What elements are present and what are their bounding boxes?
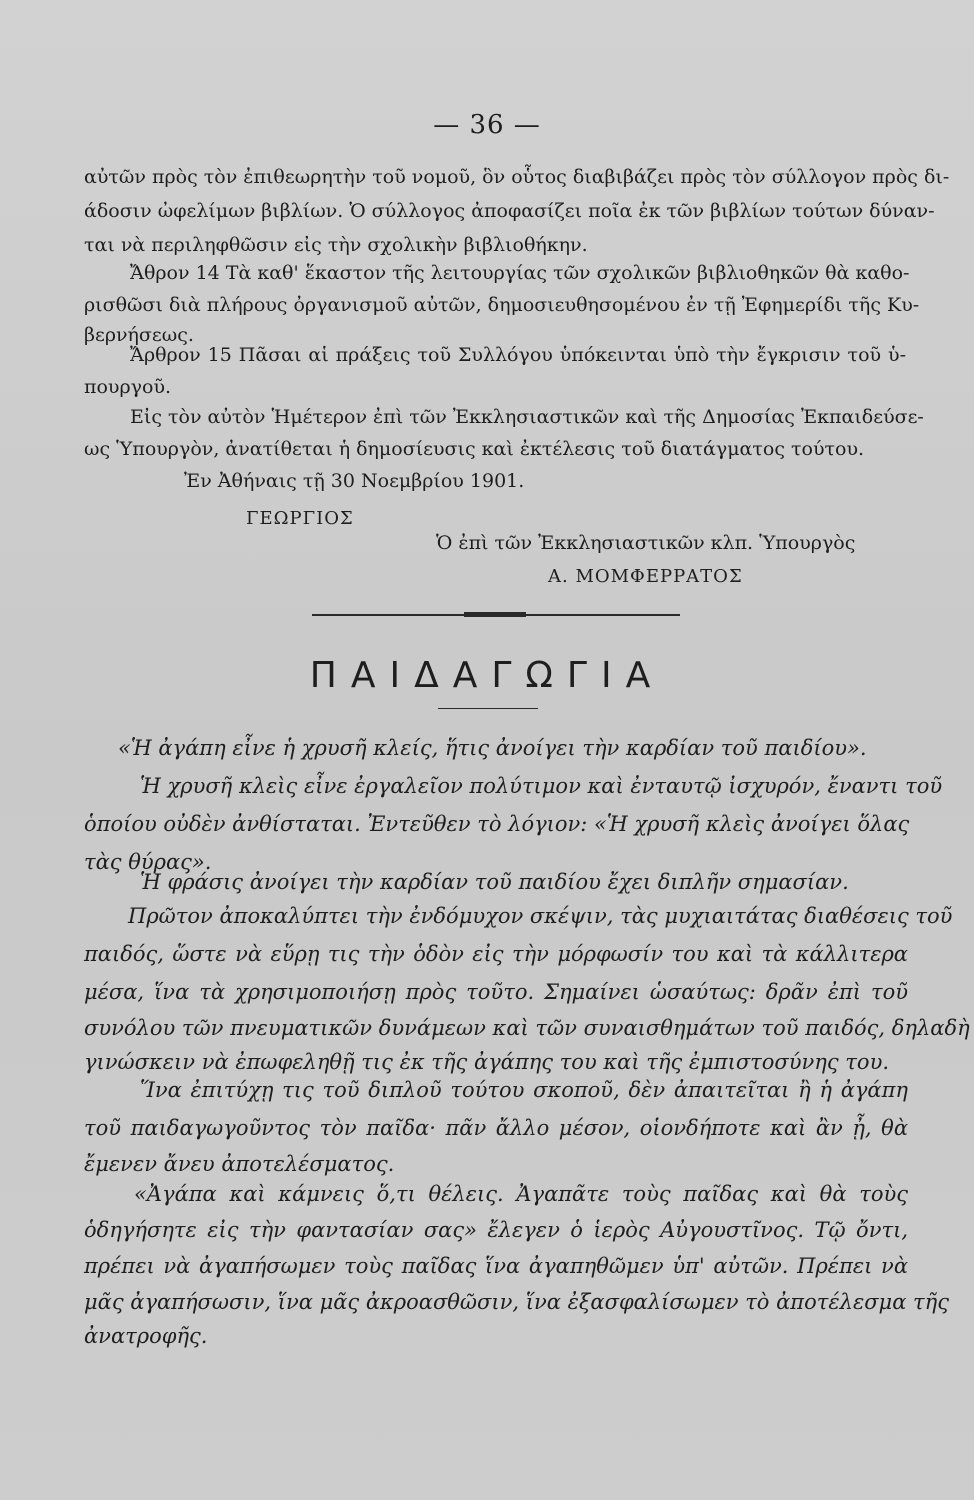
article-line-2: Ἡ χρυσῆ κλεὶς εἶνε ἐργαλεῖον πολύτιμον καὶ ἐνταυτῷ ἰσχυρόν, ἔναντι τοῦ (140, 774, 943, 798)
page-number: — 36 — (433, 110, 541, 140)
article-line-12: τοῦ παιδαγωγοῦντος τὸν παῖδα· πᾶν ἄλλο μέσον, οἱονδήποτε καὶ ἂν ᾖ, θὰ (84, 1116, 908, 1140)
article-line-13: ἔμενεν ἄνευ ἀποτελέσματος. (84, 1152, 395, 1176)
article-line-7: παιδός, ὥστε νὰ εὕρῃ τις τὴν ὁδὸν εἰς τὴν μόρφωσίν του καὶ τὰ κάλλιτερα (84, 942, 908, 966)
divider-ornament (464, 612, 526, 617)
decree-line-9: Εἰς τὸν αὐτὸν Ἡμέτερον ἐπὶ τῶν Ἐκκλησιαστικῶν καὶ τῆς Δημοσίας Ἐκπαιδεύσε- (130, 406, 924, 428)
decree-line-6: βερνήσεως. (84, 324, 194, 346)
article-line-17: μᾶς ἀγαπήσωσιν, ἵνα μᾶς ἀκροασθῶσιν, ἵνα ἐξασφαλίσωμεν τὸ ἀποτέλεσμα τῆς (84, 1290, 950, 1314)
article-line-9: συνόλου τῶν πνευματικῶν δυνάμεων καὶ τῶν συναισθημάτων τοῦ παιδός, δηλαδὴ (84, 1016, 970, 1040)
article-line-10: γινώσκειν νὰ ἐπωφεληθῇ τις ἐκ τῆς ἀγάπης του καὶ τῆς ἐμπιστοσύνης του. (84, 1050, 890, 1074)
article-line-14: «Ἀγάπα καὶ κάμνεις ὅ,τι θέλεις. Ἀγαπᾶτε τοὺς παῖδας καὶ θὰ τοὺς (134, 1182, 908, 1206)
article-line-1: «Ἡ ἀγάπη εἶνε ἡ χρυσῆ κλείς, ἥτις ἀνοίγει τὴν καρδίαν τοῦ παιδίου». (118, 736, 867, 760)
article-line-5: Ἡ φράσις ἀνοίγει τὴν καρδίαν τοῦ παιδίου ἔχει διπλῆν σημασίαν. (140, 870, 849, 894)
decree-line-4: Ἄθρον 14 Τὰ καθ' ἕκαστον τῆς λειτουργίας τῶν σχολικῶν βιβλιοθηκῶν θὰ καθο- (130, 262, 910, 284)
decree-line-1: αὐτῶν πρὸς τὸν ἐπιθεωρητὴν τοῦ νομοῦ, ὃν οὗτος διαβιβάζει πρὸς τὸν σύλλογον πρὸς δι- (84, 166, 950, 188)
decree-line-10: ως Ὑπουργὸν, ἀνατίθεται ἡ δημοσίευσις καὶ ἐκτέλεσις τοῦ διατάγματος τούτου. (84, 438, 865, 460)
article-line-6: Πρῶτον ἀποκαλύπτει τὴν ἐνδόμυχον σκέψιν, τὰς μυχιαιτάτας διαθέσεις τοῦ (128, 904, 953, 928)
heading-underline (438, 708, 538, 709)
article-line-11: Ἵνα ἐπιτύχῃ τις τοῦ διπλοῦ τούτου σκοποῦ, δὲν ἀπαιτεῖται ἢ ἡ ἀγάπη (140, 1078, 908, 1102)
date-line: Ἐν Ἀθήναις τῇ 30 Νοεμβρίου 1901. (184, 470, 525, 492)
decree-line-2: άδοσιν ὠφελίμων βιβλίων. Ὁ σύλλογος ἀποφασίζει ποῖα ἐκ τῶν βιβλίων τούτων δύναν- (84, 200, 935, 222)
article-line-8: μέσα, ἵνα τὰ χρησιμοποιήσῃ πρὸς τοῦτο. Σημαίνει ὡσαύτως: δρᾶν ἐπὶ τοῦ (84, 980, 908, 1004)
article-line-16: πρέπει νὰ ἀγαπήσωμεν τοὺς παῖδας ἵνα ἀγαπηθῶμεν ὑπ' αὐτῶν. Πρέπει νὰ (84, 1254, 908, 1278)
minister-name: Α. ΜΟΜΦΕΡΡΑΤΟΣ (548, 566, 743, 587)
article-line-4: τὰς θύρας». (84, 850, 212, 874)
article-line-3: ὁποίου οὐδὲν ἀνθίσταται. Ἐντεῦθεν τὸ λόγιον: «Ἡ χρυσῆ κλεὶς ἀνοίγει ὅλας (84, 812, 910, 836)
article-heading: ΠΑΙΔΑΓΩΓΙΑ (309, 655, 665, 696)
article-line-15: ὁδηγήσητε εἰς τὴν φαντασίαν σας» ἔλεγεν ὁ ἱερὸς Αὐγουστῖνος. Τῷ ὄντι, (84, 1218, 908, 1242)
decree-line-5: ρισθῶσι διὰ πλήρους ὀργανισμοῦ αὐτῶν, δημοσιευθησομένου ἐν τῇ Ἐφημερίδι τῆς Κυ- (84, 294, 920, 316)
decree-line-7: Ἄρθρον 15 Πᾶσαι αἱ πράξεις τοῦ Συλλόγου ὑπόκεινται ὑπὸ τὴν ἔγκρισιν τοῦ ὑ- (130, 344, 906, 366)
decree-line-3: ται νὰ περιληφθῶσιν εἰς τὴν σχολικὴν βιβλιοθήκην. (84, 234, 588, 256)
decree-line-8: πουργοῦ. (84, 376, 172, 398)
minister-title: Ὁ ἐπὶ τῶν Ἐκκλησιαστικῶν κλπ. Ὑπουργὸς (436, 532, 856, 554)
signatory: ΓΕΩΡΓΙΟΣ (246, 508, 354, 529)
article-line-18: ἀνατροφῆς. (84, 1324, 208, 1348)
